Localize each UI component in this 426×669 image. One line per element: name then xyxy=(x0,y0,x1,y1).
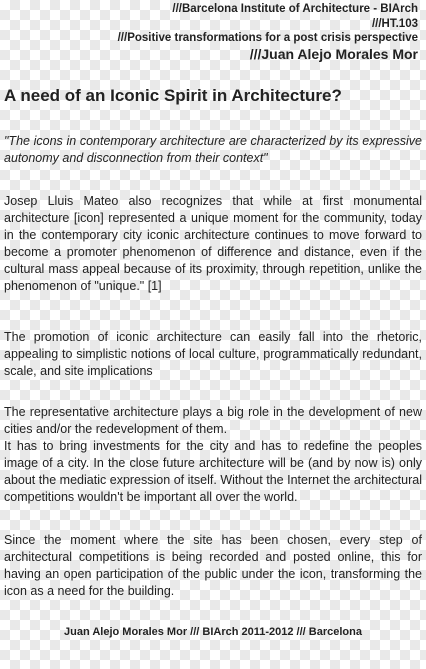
paragraph-promotion: The promotion of iconic architecture can easily fall into the rhetoric, appealing to simplistic notions of local culture, programmatically redundant, scale, and site implications xyxy=(4,330,422,378)
header-institute: ///Barcelona Institute of Architecture - BIArch xyxy=(172,3,418,15)
paragraph-representative xyxy=(4,404,422,506)
document-footer: Juan Alejo Morales Mor /// BIArch 2011-2012 /// Barcelona xyxy=(64,626,362,638)
paragraph-competitions: Since the moment where the site has been chosen, every step of architectural competitions is being recorded and posted online, this for having an open participation of the public under the icon, transforming the icon as a need for the building. xyxy=(4,533,422,598)
paragraph-representative-line2: It has to bring investments for the city and has to redefine the peoples image of a city. In the close future architecture will be (and by now is) only about the mediatic expression of itself. Without the Internet the architectural competitions wouldn't be important all over the world. xyxy=(4,439,422,504)
document-title: A need of an Iconic Spirit in Architecture? xyxy=(4,86,342,105)
document-header xyxy=(118,2,418,63)
paragraph-representative-line1: The representative architecture plays a big role in the development of new cities and/or the redevelopment of them. xyxy=(4,405,422,436)
header-course-code: ///HT.103 xyxy=(371,17,418,30)
header-author: ///Juan Alejo Morales Mor xyxy=(249,45,418,62)
paragraph-mateo: Josep Lluis Mateo also recognizes that while at first monumental architecture [icon] represented a unique moment for the community, today in the contemporary city iconic architecture continues to move forward to become a promoter phenomenon of difference and distance, even if the cultural mass appeal because of its proximity, through repetition, unlike the phenomenon of "unique." [1] xyxy=(4,194,422,293)
header-subtitle: ///Positive transformations for a post crisis perspective xyxy=(117,32,418,44)
intro-quote: "The icons in contemporary architecture are characterized by its expressive autonomy and disconnection from their context" xyxy=(4,134,422,165)
